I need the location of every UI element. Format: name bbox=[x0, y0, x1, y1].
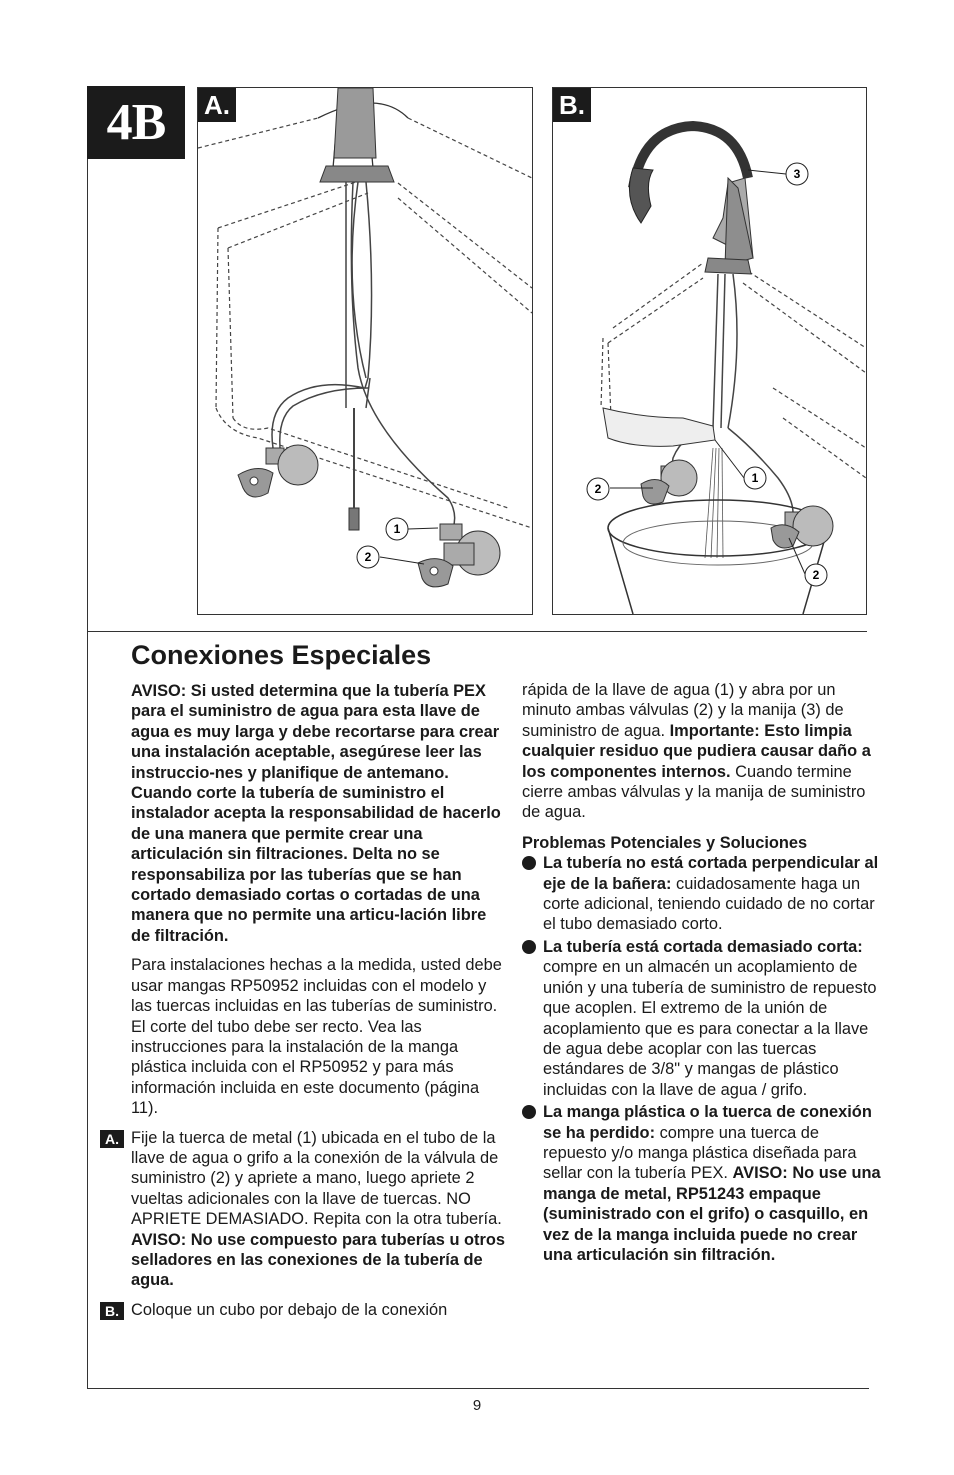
callout-1-a: 1 bbox=[393, 522, 401, 536]
problem-2-text: compre en un almacén un acoplamiento de unión y una tubería de suministro de repuesto que acoplen. El extremo de la unión de acoplamiento que es para conectar a la llave de agua debe acoplar con las tuercas estándares de 3/8" y mangas de plástico incluidas con la llave de agua / grifo. bbox=[543, 958, 877, 1099]
faucet-supply-illustration-a bbox=[198, 88, 532, 614]
problem-item bbox=[522, 853, 882, 935]
left-column bbox=[105, 681, 509, 1320]
step-tag: 4B bbox=[87, 86, 185, 159]
callout-2-a: 2 bbox=[364, 550, 372, 564]
problem-2-heading: La tubería está cortada demasiado corta: bbox=[543, 937, 863, 956]
step-a-warning: AVISO: No use compuesto para tuberías u otros selladores en las conexiones de la tubería de agua. bbox=[131, 1230, 506, 1290]
bullet-icon bbox=[522, 940, 536, 954]
footer-divider bbox=[87, 1388, 869, 1389]
step-b-text: Coloque un cubo por debajo de la conexión bbox=[131, 1300, 448, 1319]
step-b-continued-text: rápida de la llave de agua (1) y abra por un minuto ambas válvulas (2) y la manija (3) de suministro de agua. bbox=[522, 681, 844, 740]
panel-label-b: B. bbox=[553, 88, 591, 122]
callout-3-b: 3 bbox=[793, 167, 801, 181]
bullet-icon bbox=[522, 856, 536, 870]
section-heading: Conexiones Especiales bbox=[131, 640, 432, 670]
page-number: 9 bbox=[472, 1397, 482, 1414]
callout-2-b-left: 2 bbox=[594, 482, 602, 496]
problem-3-warning: AVISO: No use una manga de metal, RP51243 empaque (suministrado con el grifo) o casquillo, en vez de la manga incluida puede no crear una articulación sin filtración. bbox=[543, 1164, 881, 1264]
step-b bbox=[105, 1300, 509, 1320]
problems-title: Problemas Potenciales y Soluciones bbox=[522, 833, 808, 852]
problem-3-heading: La manga plástica o la tuerca de conexión se ha perdido: bbox=[543, 1103, 872, 1142]
illustration-panel-b bbox=[552, 87, 867, 615]
illustration-panel-a bbox=[197, 87, 533, 615]
step-a-instructions: Fije la tuerca de metal (1) ubicada en el tubo de la llave de agua o grifo a la conexión de la válvula de suministro (2) y apriete a mano, luego apriete 2 vueltas adicionales con la llave de tuercas. NO APRIETE DEMASIADO. Repita con la otra tubería. bbox=[131, 1128, 502, 1229]
problem-3-text: compre una tuerca de repuesto y/o manga plástica diseñada para sellar con la tubería PEX. bbox=[543, 1123, 857, 1183]
warning-paragraph: AVISO: Si usted determina que la tubería PEX para el suministro de agua para esta llave de agua es muy larga y debe recortarse para crear una instalación aceptable, asegúrese leer las instruccio-nes y planifique de antemano. Cuando corte la tubería de suministro el instalador acepta la responsabilidad de hacerlo de una manera que permite crear una articulación sin filtraciones. Delta no se responsabiliza por las tuberías que se han cortado demasiado cortas o cortadas de una manera que no permite una articu-lación libre de filtración. bbox=[131, 682, 501, 945]
step-a-badge: A. bbox=[100, 1130, 124, 1148]
right-column bbox=[522, 680, 882, 1265]
step-b-badge: B. bbox=[100, 1302, 124, 1320]
problem-1-text: cuidadosamente haga un corte adicional, teniendo cuidado de no cortar el tubo demasiado corto. bbox=[543, 874, 875, 934]
panel-label-a: A. bbox=[198, 88, 236, 122]
faucet-flush-illustration-b bbox=[553, 88, 866, 614]
section-divider bbox=[87, 631, 867, 632]
step-b-important: Importante: Esto limpia cualquier residuo que pudiera causar daño a los componentes internos. bbox=[522, 721, 871, 781]
problem-item bbox=[522, 1102, 882, 1265]
step-b-continued bbox=[522, 680, 882, 823]
callout-2-b-right: 2 bbox=[812, 568, 820, 582]
problem-item bbox=[522, 937, 882, 1100]
problem-1-heading: La tubería no está cortada perpendicular al eje de la bañera: bbox=[543, 854, 879, 893]
callout-1-b: 1 bbox=[751, 471, 759, 485]
step-b-tail: Cuando termine cierre ambas válvulas y la manija de suministro de agua. bbox=[522, 762, 866, 822]
custom-install-paragraph: Para instalaciones hechas a la medida, usted debe usar mangas RP50952 incluidas con el modelo y las tuercas incluidas en las tuberías de suministro. El corte del tubo debe ser recto. Vea las instrucciones para la instalación de la manga plástica incluida con el RP50952 y para más información incluida en este documento (página 11). bbox=[131, 956, 502, 1118]
step-a-text bbox=[131, 1128, 509, 1291]
page-frame-left bbox=[87, 86, 88, 1389]
step-a bbox=[105, 1128, 509, 1291]
bullet-icon bbox=[522, 1105, 536, 1119]
